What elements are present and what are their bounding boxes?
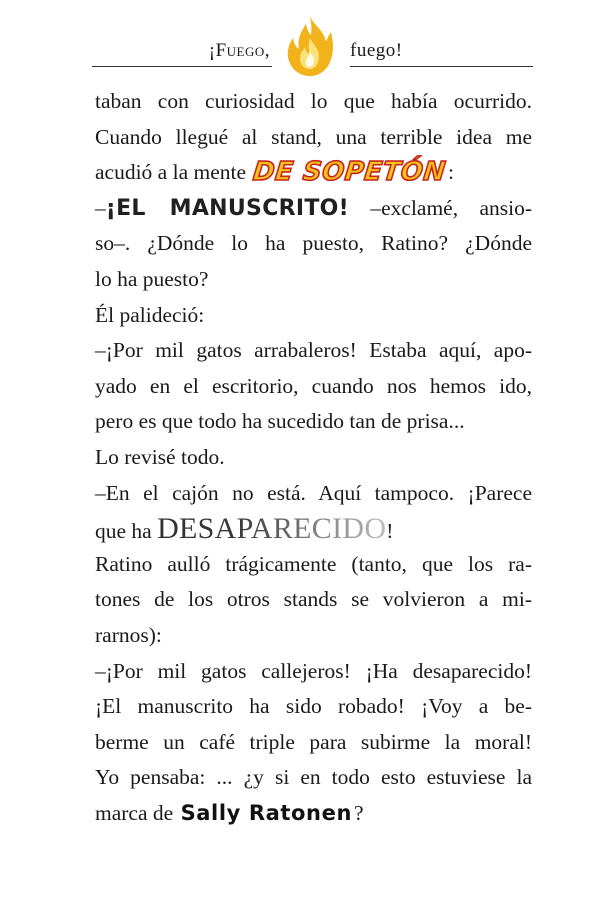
text-line: –¡Por mil gatos callejeros! ¡Ha desaparecido! bbox=[95, 658, 532, 683]
text-line: Yo pensaba: ... ¿y si en todo esto estuviese la bbox=[95, 765, 532, 790]
sally-ratonen-name: Sally Ratonen bbox=[180, 800, 353, 825]
text-line: Cuando llegué al stand, una terrible idea me bbox=[95, 124, 532, 149]
page-body-text bbox=[95, 84, 532, 831]
header-left-title bbox=[92, 40, 270, 62]
text-fragment: marca de bbox=[95, 800, 174, 825]
text-line: berme un café triple para subirme la moral! bbox=[95, 729, 532, 754]
flame-icon bbox=[284, 14, 336, 78]
header-rule-left bbox=[92, 66, 272, 67]
text-line: lo ha puesto? bbox=[95, 266, 209, 291]
text-line bbox=[95, 155, 532, 191]
text-line: Ratino aulló trágicamente (tanto, que los ra- bbox=[95, 551, 532, 576]
text-line: tones de los otros stands se volvieron a mi- bbox=[95, 587, 532, 612]
text-line: Lo revisé todo. bbox=[95, 444, 225, 469]
text-line bbox=[95, 796, 532, 832]
text-fragment: ? bbox=[354, 800, 364, 825]
text-line: taban con curiosidad lo que había ocurrido. bbox=[95, 89, 532, 113]
text-line: yado en el escritorio, cuando nos hemos ido, bbox=[95, 373, 532, 398]
desaparecido-fading-word: DESAPARECIDO bbox=[157, 512, 387, 546]
text-fragment: que ha bbox=[95, 519, 152, 544]
text-line: so–. ¿Dónde lo ha puesto, Ratino? ¿Dónde bbox=[95, 231, 532, 256]
text-fragment: : bbox=[448, 160, 455, 185]
text-line: –En el cajón no está. Aquí tampoco. ¡Parece bbox=[95, 480, 532, 505]
text-line: Él palideció: bbox=[95, 302, 205, 327]
sopeton-comic-lettering: DE SOPETÓN bbox=[251, 157, 448, 188]
text-line: ¡El manuscrito ha sido robado! ¡Voy a be- bbox=[95, 694, 532, 719]
text-fragment: acudió a la mente bbox=[95, 160, 247, 185]
running-header bbox=[0, 14, 600, 74]
manuscrito-exclamation: ¡EL MANUSCRITO! bbox=[105, 195, 350, 221]
header-left-exclamation: ¡ bbox=[208, 40, 216, 61]
text-fragment: –exclamé, ansio- bbox=[370, 195, 532, 220]
text-fragment: ! bbox=[386, 519, 394, 544]
text-line bbox=[95, 511, 532, 547]
text-line: rarnos): bbox=[95, 622, 162, 647]
header-left-word: Fuego, bbox=[215, 40, 270, 61]
dash-fragment: – bbox=[95, 195, 106, 220]
text-line: –¡Por mil gatos arrabaleros! Estaba aquí, apo- bbox=[95, 338, 532, 363]
text-line bbox=[95, 191, 532, 227]
text-line: pero es que todo ha sucedido tan de prisa... bbox=[95, 409, 465, 434]
header-rule-right bbox=[350, 66, 533, 67]
header-right-title: fuego! bbox=[350, 40, 403, 61]
